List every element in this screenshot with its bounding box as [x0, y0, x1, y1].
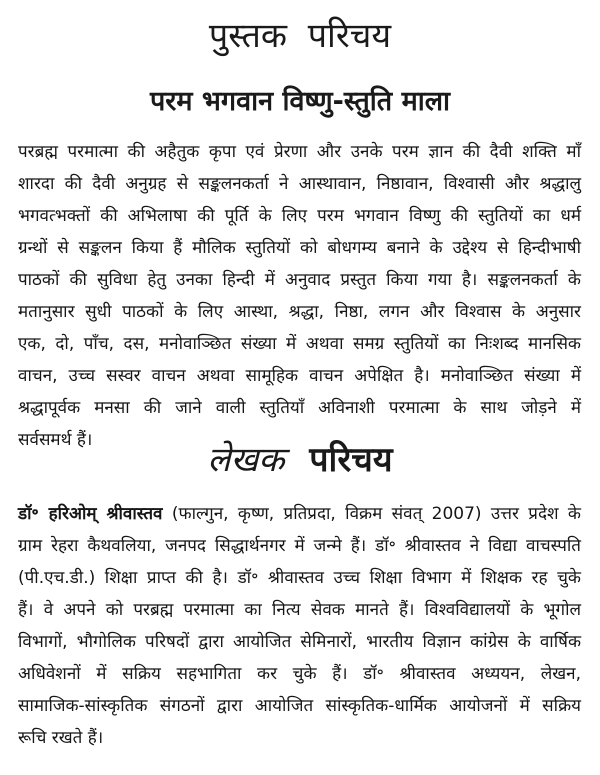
book-title: परम भगवान विष्णु-स्तुति माला — [149, 86, 451, 117]
paragraph-line: विभागों, भौगोलिक परिषदों द्वारा आयोजित सेमिनारों, भारतीय विज्ञान कांग्रेस के वार्षिक — [18, 632, 581, 652]
author-birth-details: (फाल्गुन, कृष्ण, प्रतिप्रदा, विक्रम संवत् 2007) उत्तर प्रदेश के — [162, 504, 581, 524]
paragraph-line: श्रद्धापूर्वक मनसा की जाने वाली स्तुतियाँ अविनाशी परमात्मा के साथ जोड़ने में — [18, 398, 581, 418]
paragraph-line: (पी.एच.डी.) शिक्षा प्राप्त की है। डॉ॰ श्रीवास्तव उच्च शिक्षा विभाग में शिक्षक रह चुके — [18, 568, 581, 588]
author-name: डॉ॰ हरिओम् श्रीवास्तव — [18, 504, 163, 524]
paragraph-line: वाचन, उच्च सस्वर वाचन अथवा सामूहिक वाचन अपेक्षित है। मनोवाञ्छित संख्या में — [18, 366, 581, 386]
book-intro-paragraph — [18, 136, 581, 456]
paragraph-line: एक, दो, पाँच, दस, मनोवाञ्छित संख्या में अथवा समग्र स्तुतियों का निःशब्द मानसिक — [18, 334, 581, 354]
paragraph-line: परब्रह्म परमात्मा की अहैतुक कृपा एवं प्रेरणा और उनके परम ज्ञान की दैवी शक्ति माँ — [18, 142, 581, 162]
book-intro-heading: पुस्तक परिचय — [208, 16, 392, 56]
paragraph-line: रूचि रखते हैं। — [18, 728, 104, 748]
author-heading-word-2: परिचय — [309, 440, 393, 480]
paragraph-line: भगवत्भक्तों की अभिलाषा की पूर्ति के लिए परम भगवान विष्णु की स्तुतियों का धर्म — [18, 206, 581, 226]
paragraph-line: अधिवेशनों में सक्रिय सहभागिता कर चुके हैं। डॉ॰ श्रीवास्तव अध्ययन, लेखन, — [18, 664, 581, 684]
author-heading-word-1: लेखक — [207, 440, 285, 480]
author-intro-heading — [0, 438, 600, 482]
paragraph-line: ग्रन्थों से सङ्कलन किया हैं मौलिक स्तुतियों को बोधगम्य बनाने के उद्देश्य से हिन्दीभाषी — [18, 238, 581, 258]
paragraph-line: सर्वसमर्थ हैं। — [18, 430, 93, 450]
paragraph-line: ग्राम रेहरा कैथवलिया, जनपद सिद्धार्थनगर में जन्मे हैं। डॉ॰ श्रीवास्तव ने विद्या वाचस्पति — [18, 536, 581, 556]
author-intro-paragraph — [18, 498, 581, 754]
paragraph-line: हैं। वे अपने को परब्रह्म परमात्मा का नित्य सेवक मानते हैं। विश्वविद्यालयों के भूगोल — [18, 600, 581, 620]
paragraph-line: शारदा की दैवी अनुग्रह से सङ्कलनकर्ता ने आस्थावान, निष्ठावान, विश्वासी और श्रद्धालु — [18, 174, 581, 194]
paragraph-line: मतानुसार सुधी पाठकों के लिए आस्था, श्रद्धा, निष्ठा, लगन और विश्वास के अनुसार — [18, 302, 581, 322]
paragraph-line — [18, 498, 581, 530]
paragraph-line: पाठकों की सुविधा हेतु उनका हिन्दी में अनुवाद प्रस्तुत किया गया है। सङ्कलनकर्ता के — [18, 270, 581, 290]
paragraph-line: सामाजिक-सांस्कृतिक संगठनों द्वारा आयोजित सांस्कृतिक-धार्मिक आयोजनों में सक्रिय — [18, 696, 581, 716]
